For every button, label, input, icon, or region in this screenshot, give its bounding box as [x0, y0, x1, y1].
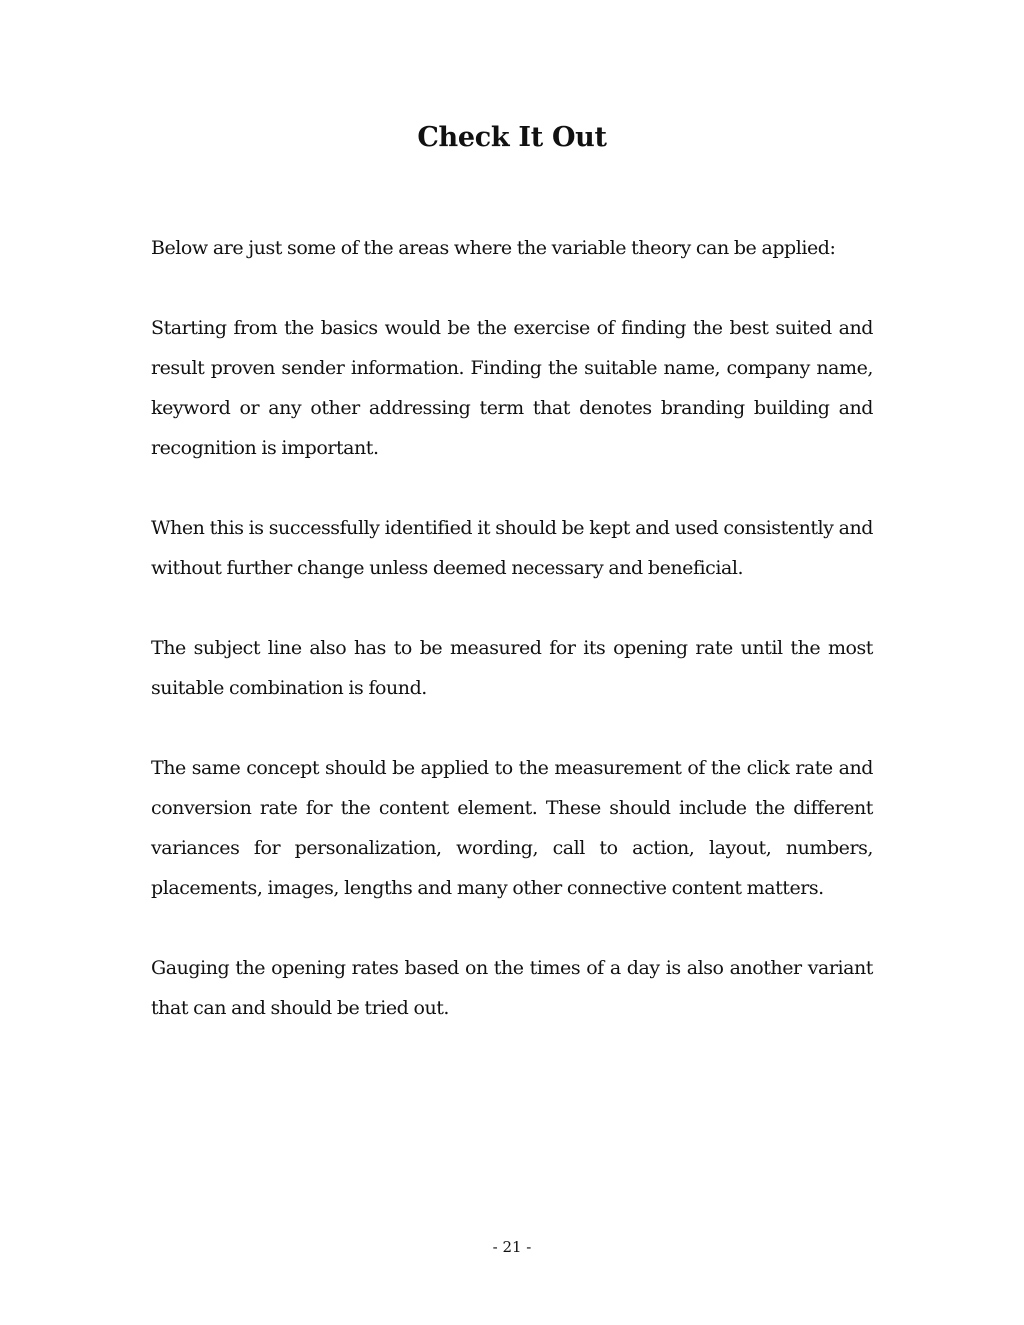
paragraph-consistency: When this is successfully identified it should be kept and used consistently and without further change unless deemed necessary and beneficial. [151, 517, 873, 579]
paragraph-sender-information: Starting from the basics would be the exercise of finding the best suited and result proven sender information. Finding the suitable name, company name, keyword or any other addressing term that denotes branding building and recognition is important. [151, 317, 873, 459]
page-title: Check It Out [417, 122, 607, 153]
paragraph-opening-times: Gauging the opening rates based on the times of a day is also another variant that can and should be tried out. [151, 957, 873, 1019]
paragraph-subject-line: The subject line also has to be measured for its opening rate until the most suitable combination is found. [151, 637, 873, 699]
body-text [151, 228, 873, 1028]
paragraph-intro: Below are just some of the areas where the variable theory can be applied: [151, 237, 836, 259]
page-number: - 21 - [492, 1238, 532, 1256]
paragraph-click-conversion-rate: The same concept should be applied to the measurement of the click rate and conversion rate for the content element. These should include the different variances for personalization, wording, call to action, layout, numbers, placements, images, lengths and many other connective content matters. [151, 757, 873, 899]
